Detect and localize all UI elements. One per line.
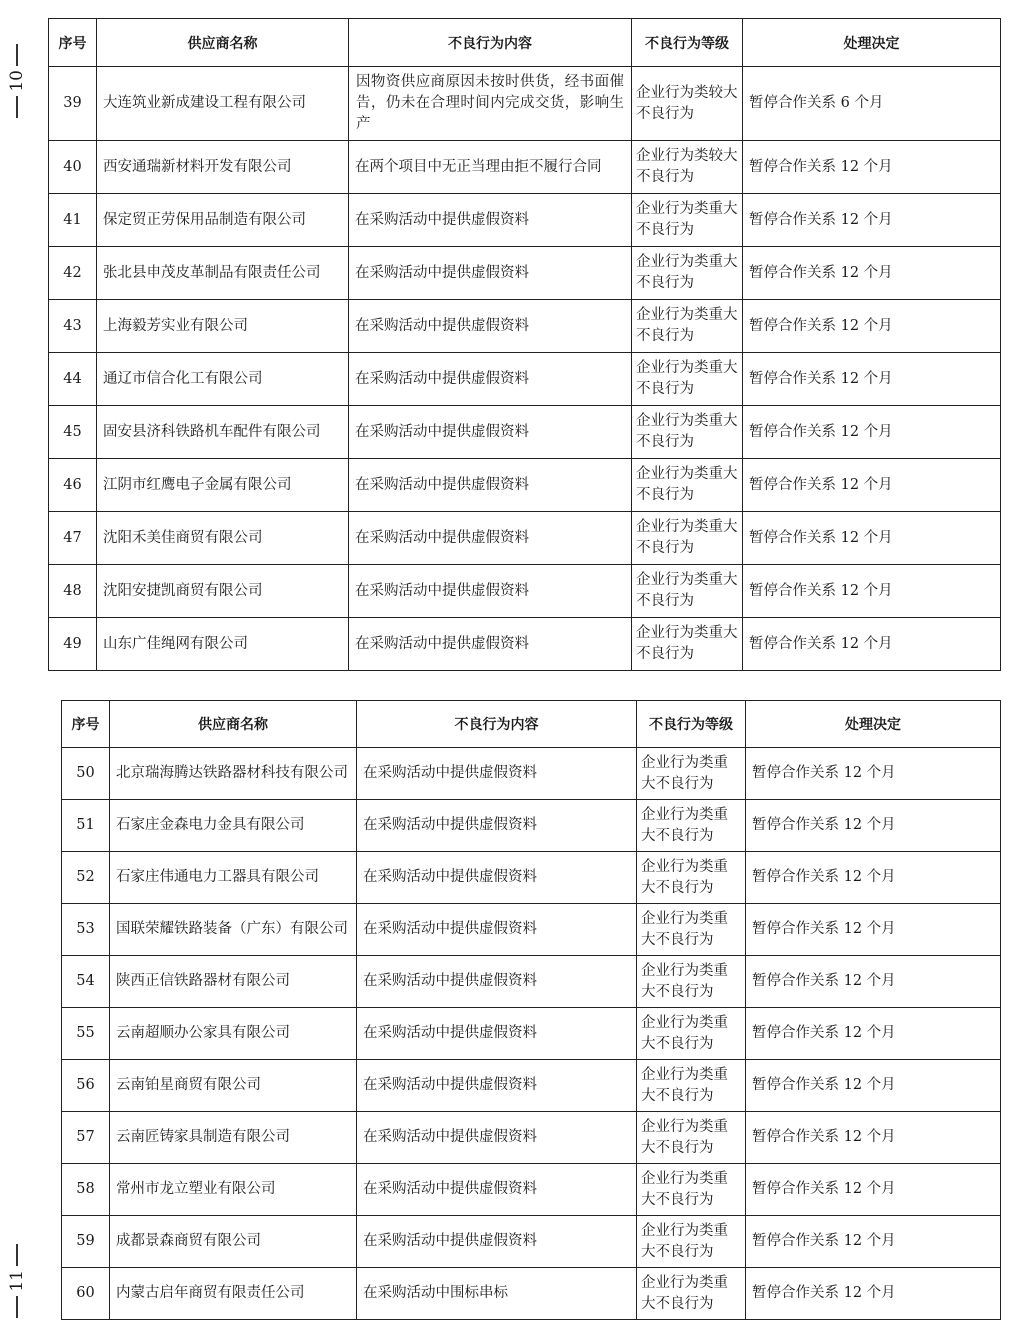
supplier-name: 国联荣耀铁路装备（广东）有限公司 (110, 904, 357, 956)
supplier-name: 张北县申茂皮革制品有限责任公司 (97, 247, 349, 300)
bad-conduct-content: 在采购活动中提供虚假资料 (349, 565, 632, 618)
page-marker-line (16, 44, 18, 66)
table-row (49, 247, 1001, 300)
bad-conduct-content: 在采购活动中提供虚假资料 (357, 1164, 637, 1216)
supplier-name: 大连筑业新成建设工程有限公司 (97, 67, 349, 141)
bad-conduct-content: 在采购活动中提供虚假资料 (349, 618, 632, 671)
header-bad-conduct-level: 不良行为等级 (637, 701, 746, 748)
table-header-row (49, 19, 1001, 67)
bad-conduct-level: 企业行为类重大不良行为 (637, 748, 746, 800)
bad-conduct-content: 在采购活动中提供虚假资料 (349, 247, 632, 300)
bad-conduct-level: 企业行为类重大不良行为 (632, 512, 743, 565)
decision: 暂停合作关系 12 个月 (746, 1164, 1001, 1216)
row-number: 41 (49, 194, 97, 247)
row-number: 54 (62, 956, 110, 1008)
bad-conduct-content: 在采购活动中提供虚假资料 (357, 1060, 637, 1112)
page-marker-line (16, 96, 18, 118)
table-row (49, 300, 1001, 353)
row-number: 48 (49, 565, 97, 618)
bad-conduct-level: 企业行为类重大不良行为 (632, 406, 743, 459)
header-supplier-name: 供应商名称 (110, 701, 357, 748)
header-decision: 处理决定 (743, 19, 1001, 67)
bad-conduct-level: 企业行为类重大不良行为 (632, 247, 743, 300)
page-marker-line (16, 1296, 18, 1318)
row-number: 39 (49, 67, 97, 141)
table-row (62, 748, 1001, 800)
bad-conduct-level: 企业行为类重大不良行为 (637, 1008, 746, 1060)
row-number: 56 (62, 1060, 110, 1112)
decision: 暂停合作关系 12 个月 (746, 1216, 1001, 1268)
row-number: 49 (49, 618, 97, 671)
header-no: 序号 (49, 19, 97, 67)
row-number: 53 (62, 904, 110, 956)
row-number: 55 (62, 1008, 110, 1060)
row-number: 51 (62, 800, 110, 852)
decision: 暂停合作关系 12 个月 (743, 353, 1001, 406)
supplier-name: 沈阳安捷凯商贸有限公司 (97, 565, 349, 618)
bad-conduct-level: 企业行为类重大不良行为 (637, 852, 746, 904)
table-row (49, 618, 1001, 671)
bad-conduct-content: 在采购活动中提供虚假资料 (349, 194, 632, 247)
bad-conduct-level: 企业行为类重大不良行为 (637, 956, 746, 1008)
bad-conduct-content: 在采购活动中提供虚假资料 (357, 1112, 637, 1164)
supplier-name: 石家庄伟通电力工器具有限公司 (110, 852, 357, 904)
decision: 暂停合作关系 12 个月 (743, 247, 1001, 300)
bad-conduct-level: 企业行为类重大不良行为 (632, 565, 743, 618)
decision: 暂停合作关系 12 个月 (746, 1060, 1001, 1112)
bad-conduct-level: 企业行为类重大不良行为 (632, 353, 743, 406)
decision: 暂停合作关系 12 个月 (743, 406, 1001, 459)
supplier-name: 常州市龙立塑业有限公司 (110, 1164, 357, 1216)
supplier-name: 云南匠铸家具制造有限公司 (110, 1112, 357, 1164)
decision: 暂停合作关系 12 个月 (746, 800, 1001, 852)
supplier-name: 北京瑞海腾达铁路器材科技有限公司 (110, 748, 357, 800)
bad-conduct-level: 企业行为类重大不良行为 (637, 904, 746, 956)
bad-conduct-content: 在采购活动中提供虚假资料 (357, 956, 637, 1008)
supplier-name: 保定贸正劳保用品制造有限公司 (97, 194, 349, 247)
bad-conduct-content: 在采购活动中提供虚假资料 (349, 512, 632, 565)
row-number: 43 (49, 300, 97, 353)
header-supplier-name: 供应商名称 (97, 19, 349, 67)
page-number-text: 10 (6, 70, 27, 92)
supplier-name: 内蒙古启年商贸有限责任公司 (110, 1268, 357, 1320)
table-row (49, 67, 1001, 141)
bad-conduct-level: 企业行为类重大不良行为 (637, 1164, 746, 1216)
bad-conduct-level: 企业行为类重大不良行为 (632, 300, 743, 353)
table-row (62, 800, 1001, 852)
decision: 暂停合作关系 12 个月 (743, 300, 1001, 353)
table-row (49, 194, 1001, 247)
bad-conduct-content: 在采购活动中提供虚假资料 (357, 1216, 637, 1268)
decision: 暂停合作关系 12 个月 (743, 618, 1001, 671)
bad-conduct-level: 企业行为类重大不良行为 (632, 194, 743, 247)
supplier-name: 山东广佳绳网有限公司 (97, 618, 349, 671)
supplier-table-page-10 (48, 18, 1001, 671)
row-number: 44 (49, 353, 97, 406)
bad-conduct-content: 在采购活动中提供虚假资料 (357, 748, 637, 800)
supplier-name: 成都景森商贸有限公司 (110, 1216, 357, 1268)
row-number: 58 (62, 1164, 110, 1216)
table-row (49, 406, 1001, 459)
supplier-name: 石家庄金森电力金具有限公司 (110, 800, 357, 852)
decision: 暂停合作关系 12 个月 (746, 1008, 1001, 1060)
decision: 暂停合作关系 12 个月 (746, 852, 1001, 904)
table-row (49, 512, 1001, 565)
decision: 暂停合作关系 12 个月 (743, 565, 1001, 618)
table-header-row (62, 701, 1001, 748)
bad-conduct-level: 企业行为类重大不良行为 (637, 1268, 746, 1320)
table-body (49, 67, 1001, 671)
bad-conduct-level: 企业行为类重大不良行为 (637, 1060, 746, 1112)
page-marker-line (16, 1244, 18, 1266)
table-row (62, 1060, 1001, 1112)
row-number: 59 (62, 1216, 110, 1268)
decision: 暂停合作关系 12 个月 (746, 1112, 1001, 1164)
row-number: 46 (49, 459, 97, 512)
bad-conduct-level: 企业行为类重大不良行为 (632, 618, 743, 671)
supplier-name: 西安通瑞新材料开发有限公司 (97, 141, 349, 194)
bad-conduct-level: 企业行为类重大不良行为 (637, 1216, 746, 1268)
row-number: 47 (49, 512, 97, 565)
row-number: 52 (62, 852, 110, 904)
table-row (49, 141, 1001, 194)
supplier-name: 沈阳禾美佳商贸有限公司 (97, 512, 349, 565)
decision: 暂停合作关系 12 个月 (743, 194, 1001, 247)
row-number: 57 (62, 1112, 110, 1164)
bad-conduct-level: 企业行为类重大不良行为 (637, 800, 746, 852)
table-row (62, 852, 1001, 904)
bad-conduct-content: 在采购活动中提供虚假资料 (349, 406, 632, 459)
table-row (49, 565, 1001, 618)
table-row (49, 459, 1001, 512)
header-decision: 处理决定 (746, 701, 1001, 748)
supplier-name: 江阴市红鹰电子金属有限公司 (97, 459, 349, 512)
table-row (62, 1216, 1001, 1268)
bad-conduct-content: 在采购活动中提供虚假资料 (357, 904, 637, 956)
decision: 暂停合作关系 12 个月 (746, 904, 1001, 956)
table-row (62, 1008, 1001, 1060)
bad-conduct-level: 企业行为类较大不良行为 (632, 67, 743, 141)
table-row (62, 1164, 1001, 1216)
bad-conduct-content: 在采购活动中提供虚假资料 (349, 459, 632, 512)
bad-conduct-content: 在采购活动中提供虚假资料 (349, 353, 632, 406)
table-row (62, 1268, 1001, 1320)
bad-conduct-content: 在采购活动中提供虚假资料 (357, 800, 637, 852)
bad-conduct-content: 在采购活动中围标串标 (357, 1268, 637, 1320)
decision: 暂停合作关系 12 个月 (746, 956, 1001, 1008)
supplier-name: 云南铂星商贸有限公司 (110, 1060, 357, 1112)
row-number: 42 (49, 247, 97, 300)
header-bad-conduct-content: 不良行为内容 (349, 19, 632, 67)
supplier-name: 上海毅芳实业有限公司 (97, 300, 349, 353)
row-number: 60 (62, 1268, 110, 1320)
bad-conduct-content: 在采购活动中提供虚假资料 (349, 300, 632, 353)
header-bad-conduct-level: 不良行为等级 (632, 19, 743, 67)
supplier-name: 通辽市信合化工有限公司 (97, 353, 349, 406)
decision: 暂停合作关系 12 个月 (743, 459, 1001, 512)
header-no: 序号 (62, 701, 110, 748)
supplier-name: 固安县济科铁路机车配件有限公司 (97, 406, 349, 459)
bad-conduct-content: 在两个项目中无正当理由拒不履行合同 (349, 141, 632, 194)
table-row (62, 904, 1001, 956)
bad-conduct-content: 因物资供应商原因未按时供货，经书面催告，仍未在合理时间内完成交货，影响生产 (349, 67, 632, 141)
bad-conduct-content: 在采购活动中提供虚假资料 (357, 1008, 637, 1060)
decision: 暂停合作关系 6 个月 (743, 67, 1001, 141)
table-row (62, 1112, 1001, 1164)
supplier-name: 云南超顺办公家具有限公司 (110, 1008, 357, 1060)
page-number-top (4, 44, 30, 118)
header-bad-conduct-content: 不良行为内容 (357, 701, 637, 748)
table-body (62, 748, 1001, 1320)
row-number: 45 (49, 406, 97, 459)
bad-conduct-level: 企业行为类重大不良行为 (637, 1112, 746, 1164)
table-row (49, 353, 1001, 406)
row-number: 50 (62, 748, 110, 800)
supplier-table-page-11 (61, 700, 1001, 1320)
bad-conduct-level: 企业行为类较大不良行为 (632, 141, 743, 194)
bad-conduct-content: 在采购活动中提供虚假资料 (357, 852, 637, 904)
bad-conduct-level: 企业行为类重大不良行为 (632, 459, 743, 512)
page-number-text: 11 (6, 1270, 27, 1292)
decision: 暂停合作关系 12 个月 (743, 141, 1001, 194)
row-number: 40 (49, 141, 97, 194)
page-number-bottom (4, 1244, 30, 1318)
table-row (62, 956, 1001, 1008)
decision: 暂停合作关系 12 个月 (746, 748, 1001, 800)
decision: 暂停合作关系 12 个月 (743, 512, 1001, 565)
decision: 暂停合作关系 12 个月 (746, 1268, 1001, 1320)
supplier-name: 陕西正信铁路器材有限公司 (110, 956, 357, 1008)
